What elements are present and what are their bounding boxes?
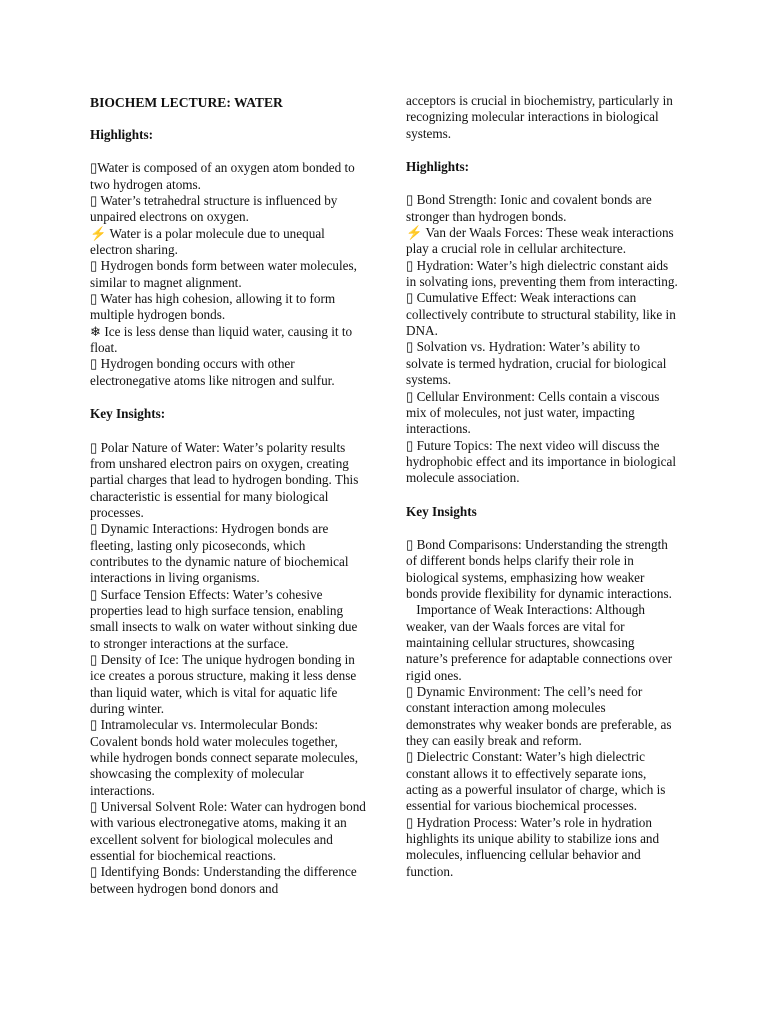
list-item: [90, 226, 366, 259]
list-item-text: Solvation vs. Hydration: Water’s ability to solvate is termed hydration, crucial for biological systems.: [406, 339, 667, 388]
list-item: [406, 192, 678, 225]
list-item: [406, 339, 678, 388]
list-item-text: Van der Waals Forces: These weak interactions play a crucial role in cellular architecture.: [406, 225, 674, 257]
list-item-text: Water is a polar molecule due to unequal electron sharing.: [90, 225, 325, 258]
list-item: [406, 815, 678, 880]
bullet-icon: ▯: [406, 749, 414, 765]
list-item-text: Identifying Bonds: Understanding the difference between hydrogen bond donors and: [90, 864, 357, 896]
bullet-icon: ▯: [90, 160, 98, 176]
list-item: [90, 324, 366, 357]
bullet-icon: ▯: [406, 388, 414, 404]
bullet-icon: ▯: [406, 684, 414, 699]
list-item-text: Water’s tetrahedral structure is influenced by unpaired electrons on oxygen.: [90, 193, 338, 225]
list-item-text: Hydration: Water’s high dielectric constant aids in solvating ions, preventing them from interacting.: [406, 257, 678, 290]
list-item-text: Importance of Weak Interactions: Although weaker, van der Waals forces are vital for maintaining cellular structures, showcasing nature’s preference for adaptable connections over rigid ones.: [406, 602, 673, 683]
list-item: [406, 389, 678, 438]
list-item: [90, 160, 366, 193]
bullet-icon: ▯: [90, 799, 98, 815]
bullet-icon: ▯: [90, 291, 98, 307]
list-item: [406, 684, 678, 749]
list-item: [90, 193, 366, 226]
list-item-text: Bond Comparisons: Understanding the strength of different bonds helps clarify their role in biological systems, emphasizing how weaker bonds provide flexibility for dynamic interactions.: [406, 536, 672, 601]
list-item: [406, 438, 678, 487]
list-item-text: Dynamic Environment: The cell’s need for constant interaction among molecules demonstrates why weaker bonds are preferable, as they can easily break and reform.: [406, 684, 672, 749]
list-item: [90, 440, 366, 522]
bullet-icon: ▯: [406, 192, 414, 208]
list-item: [406, 290, 678, 339]
continued-paragraph: acceptors is crucial in biochemistry, particularly in recognizing molecular interactions in biological systems.: [406, 93, 673, 141]
list-item-text: Intramolecular vs. Intermolecular Bonds: Covalent bonds hold water molecules together, while hydrogen bonds connect separate molecules, showcasing the complexity of molecular interactions.: [90, 717, 359, 798]
list-item-text: Dielectric Constant: Water’s high dielectric constant allows it to effectively separate ions, acting as a powerful insulator of charge, which is essential for various biochemical processes.: [406, 749, 666, 814]
list-item: [90, 258, 366, 291]
bullet-icon: ▯: [406, 290, 414, 306]
bullet-icon: ❄: [90, 323, 102, 339]
list-item: [90, 587, 366, 652]
list-item-text: Cumulative Effect: Weak interactions can collectively contribute to structural stability, like in DNA.: [406, 290, 676, 339]
bullet-icon: ▯: [90, 586, 98, 602]
right-column: [406, 93, 678, 880]
list-item: [90, 356, 366, 389]
highlights-list: [90, 160, 366, 389]
list-item: [90, 864, 366, 897]
bullet-icon: ▯: [90, 521, 98, 537]
bullet-icon: ▯: [90, 717, 98, 733]
bullet-icon: ▯: [406, 814, 414, 830]
list-item: [406, 258, 678, 291]
list-item-text: Surface Tension Effects: Water’s cohesive properties lead to high surface tension, enabling small insects to walk on water without sinking due to stronger interactions at the surface.: [90, 586, 358, 651]
list-item-text: Bond Strength: Ionic and covalent bonds are stronger than hydrogen bonds.: [406, 192, 652, 224]
list-item: [406, 225, 678, 258]
highlights-heading: Highlights:: [90, 127, 154, 142]
list-item: [90, 799, 366, 864]
document-title: BIOCHEM LECTURE: WATER: [90, 95, 283, 110]
bullet-icon: ▯: [406, 437, 414, 453]
bullet-icon: ▯: [90, 356, 98, 372]
key-insights-list: [406, 537, 678, 880]
list-item-text: Hydrogen bonds form between water molecules, similar to magnet alignment.: [90, 258, 357, 290]
list-item: [406, 602, 678, 684]
highlights-heading: Highlights:: [406, 159, 470, 175]
key-insights-list: [90, 440, 366, 898]
list-item: [90, 521, 366, 586]
key-insights-heading: Key Insights:: [90, 406, 166, 422]
list-item: [406, 749, 678, 814]
bullet-icon: ▯: [406, 257, 414, 273]
bullet-icon: ⚡: [406, 225, 423, 241]
list-item-text: Density of Ice: The unique hydrogen bonding in ice creates a porous structure, making it less dense than liquid water, which is vital for aquatic life during winter.: [90, 651, 357, 716]
bullet-icon: ▯: [90, 864, 98, 880]
list-item-text: Polar Nature of Water: Water’s polarity results from unshared electron pairs on oxygen, creating partial charges that lead to hydrogen bonding. This characteristic is essential for many biological processes.: [90, 439, 359, 520]
list-item: [90, 717, 366, 799]
list-item-text: Dynamic Interactions: Hydrogen bonds are fleeting, lasting only picoseconds, which contributes to the dynamic nature of biochemical interactions in living organisms.: [90, 521, 349, 586]
left-column: [90, 94, 366, 897]
bullet-icon: ▯: [90, 439, 98, 455]
list-item-text: Hydration Process: Water’s role in hydration highlights its unique ability to stabilize ions and molecules, influencing cellular behavior and function.: [406, 814, 660, 879]
bullet-icon: ▯: [90, 651, 98, 667]
bullet-icon: ⚡: [90, 225, 107, 241]
list-item-text: Ice is less dense than liquid water, causing it to float.: [90, 323, 353, 356]
list-item-text: Hydrogen bonding occurs with other electronegative atoms like nitrogen and sulfur.: [90, 356, 335, 388]
list-item-text: Cellular Environment: Cells contain a viscous mix of molecules, not just water, impacting interactions.: [406, 388, 660, 437]
bullet-icon: ▯: [406, 339, 414, 355]
key-insights-heading: Key Insights: [406, 503, 477, 519]
list-item: [90, 291, 366, 324]
bullet-icon: ▯: [90, 193, 98, 209]
bullet-icon: ▯: [406, 536, 414, 552]
list-item-text: Future Topics: The next video will discuss the hydrophobic effect and its importance in biological molecule association.: [406, 437, 677, 486]
list-item: [90, 652, 366, 717]
list-item-text: Universal Solvent Role: Water can hydrogen bond with various electronegative atoms, making it an excellent solvent for biological molecules and essential for biochemical reactions.: [90, 799, 366, 864]
list-item: [406, 537, 678, 602]
highlights-list: [406, 192, 678, 486]
list-item-text: Water is composed of an oxygen atom bonded to two hydrogen atoms.: [90, 160, 355, 192]
list-item-text: Water has high cohesion, allowing it to form multiple hydrogen bonds.: [90, 291, 336, 323]
bullet-icon: ▯: [90, 258, 98, 274]
